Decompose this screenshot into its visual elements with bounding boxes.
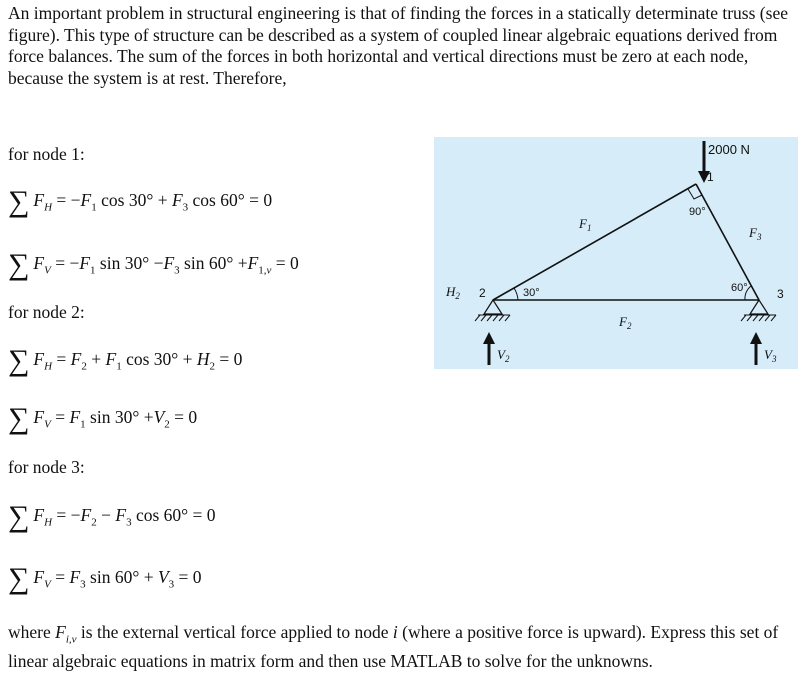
f2-label: $F_2$: [619, 314, 632, 331]
node1-vertical-equation: ∑ $F_V = -F_1$ $\sin 30^\circ -F_3$ $\sin 60^\circ +F_{1,v} = 0$: [8, 248, 299, 281]
node2-vertical-equation: ∑ $F_V = F_1$ $\sin 30^\circ +V_2 = 0$: [8, 402, 198, 435]
closing-paragraph: where $F_{i,v}$ is the external vertical force applied to node i (where a positive force is upward). Express this set of linear algebraic equations in matrix form and then use MATLAB to solve for the unknowns.: [8, 622, 779, 671]
node2-label: for node 2:: [8, 302, 85, 322]
f1-label: $F_1$: [579, 216, 592, 233]
node1-horizontal-equation: ∑ $F_H = -F_1$ $\cos 30^\circ + F_3$ cos 60° = 0: [8, 185, 273, 218]
node2-number: 2: [479, 286, 486, 300]
intro-paragraph: An important problem in structural engineering is that of finding the forces in a statically determinate truss (see figure). This type of structure can be described as a system of coupled linear algebraic equations derived from force balances. The sum of the forces in both horizontal and vertical directions must be zero at each node, because the system is at rest. Therefore,: [8, 3, 788, 88]
node3-label: for node 3:: [8, 457, 85, 477]
angle-60-label: 60°: [731, 282, 748, 294]
node3-horizontal-equation: ∑ $F_H = -F_2 - F_3$ cos 60° = 0: [8, 500, 216, 533]
node1-label: for node 1:: [8, 144, 85, 164]
angle-30-label: 30°: [523, 287, 540, 299]
f3-label: $F_3$: [749, 225, 762, 242]
truss-figure: [434, 137, 798, 369]
node3-number: 3: [777, 287, 784, 301]
v3-label: $V_3$: [764, 347, 777, 364]
node3-vertical-equation: ∑ $F_V = F_3$ $\sin 60^\circ + V_3 = 0$: [8, 562, 202, 595]
h2-label: $H_2$: [446, 284, 460, 301]
v2-label: $V_2$: [497, 347, 510, 364]
angle-90-label: 90°: [689, 206, 706, 218]
node1-number: 1: [707, 170, 714, 184]
node2-horizontal-equation: ∑ $F_H = F_2 + F_1$ $\cos 30^\circ + H_2 = 0$: [8, 344, 243, 377]
load-label: 2000 N: [708, 142, 750, 157]
